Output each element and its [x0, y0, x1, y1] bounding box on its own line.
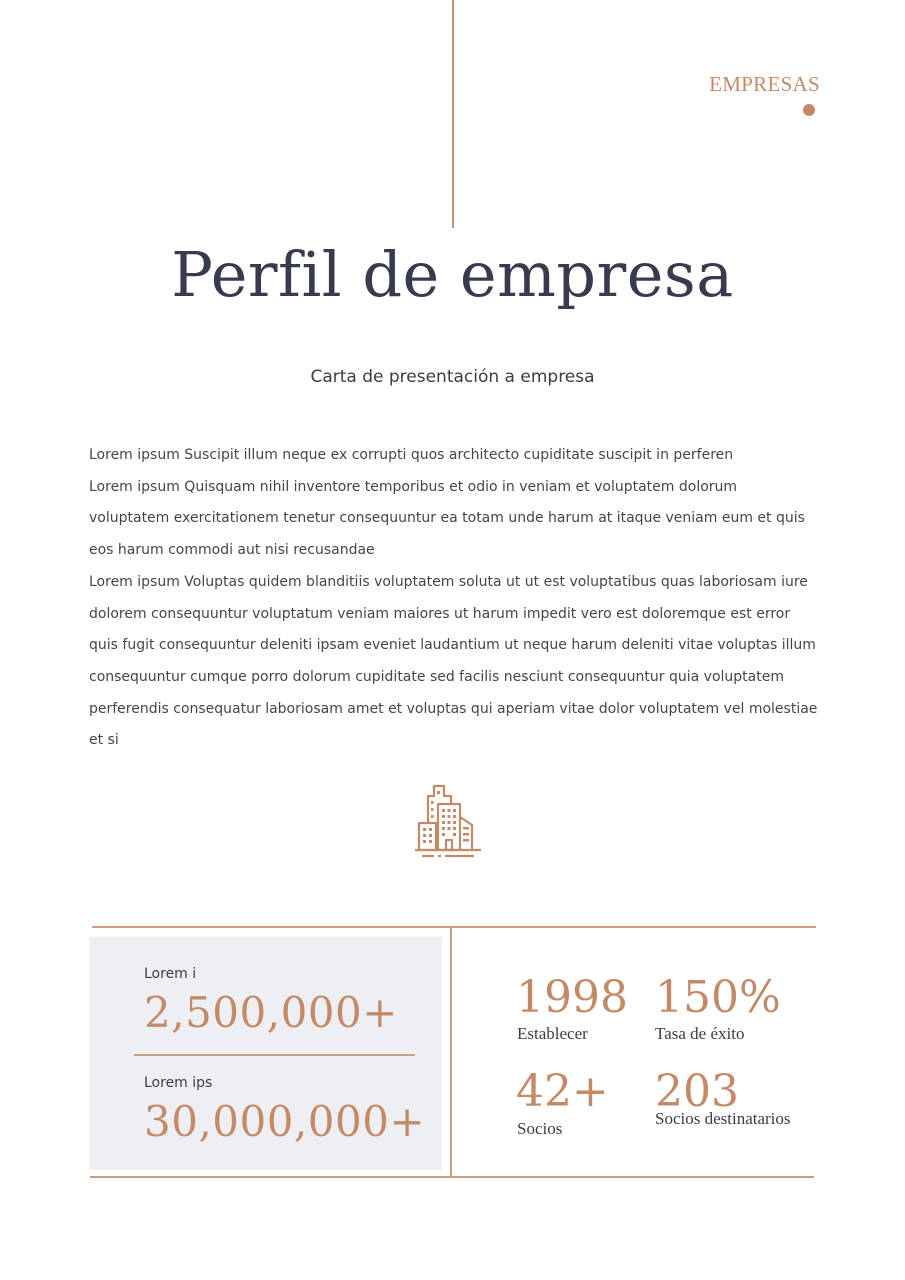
stat-label-target-partners: Socios destinatarios — [655, 1109, 791, 1128]
stats-bottom-rule — [90, 1176, 814, 1178]
stat-value-success-rate: 150% — [655, 972, 781, 1023]
paragraph-3: Lorem ipsum Voluptas quidem blanditiis voluptatem soluta ut ut est voluptatibus quas laboriosam iure dolorem consequuntur voluptatum veniam maiores ut harum impedit vero est doloremque est error quis fugit consequuntur deleniti ipsam eveniet laudantium ut neque harum deleniti vitae voluptas illum consequuntur cumque porro dolorum cupiditate sed facilis nesciunt consequuntur quia voluptatem perferendis consequatur laboriosam amet et voluptas qui aperiam vitae dolor voluptatem vel molestiae et si — [89, 573, 818, 749]
body-text — [89, 440, 819, 757]
highlight-label-2: Lorem ips — [144, 1075, 213, 1091]
accent-dot — [803, 104, 815, 116]
office-building-icon — [414, 783, 482, 859]
highlight-divider — [134, 1054, 415, 1056]
highlight-value-2: 30,000,000+ — [144, 1097, 426, 1146]
stat-value-target-partners: 203 — [655, 1066, 739, 1117]
highlight-label-1: Lorem i — [144, 966, 197, 982]
paragraph-2: Lorem ipsum Quisquam nihil inventore temporibus et odio in veniam et voluptatem dolorum voluptatem exercitationem tenetur consequuntur ea totam unde harum at itaque veniam eum et quis eos harum commodi aut nisi recusandae — [89, 478, 805, 559]
top-vertical-divider — [452, 0, 454, 228]
stat-label-established: Establecer — [517, 1024, 588, 1043]
stat-value-partners: 42+ — [516, 1066, 609, 1117]
highlight-value-1: 2,500,000+ — [144, 988, 398, 1037]
stat-label-partners: Socios — [517, 1119, 563, 1138]
stats-vertical-divider — [450, 927, 452, 1177]
stat-value-established: 1998 — [516, 972, 628, 1023]
page-title: Perfil de empresa — [171, 238, 734, 311]
paragraph-1: Lorem ipsum Suscipit illum neque ex corrupti quos architecto cupiditate suscipit in perferen — [89, 447, 734, 463]
stat-label-success-rate: Tasa de éxito — [655, 1024, 745, 1043]
category-label: EMPRESAS — [709, 72, 820, 96]
page-subtitle: Carta de presentación a empresa — [310, 367, 595, 387]
stats-top-rule — [92, 926, 816, 928]
